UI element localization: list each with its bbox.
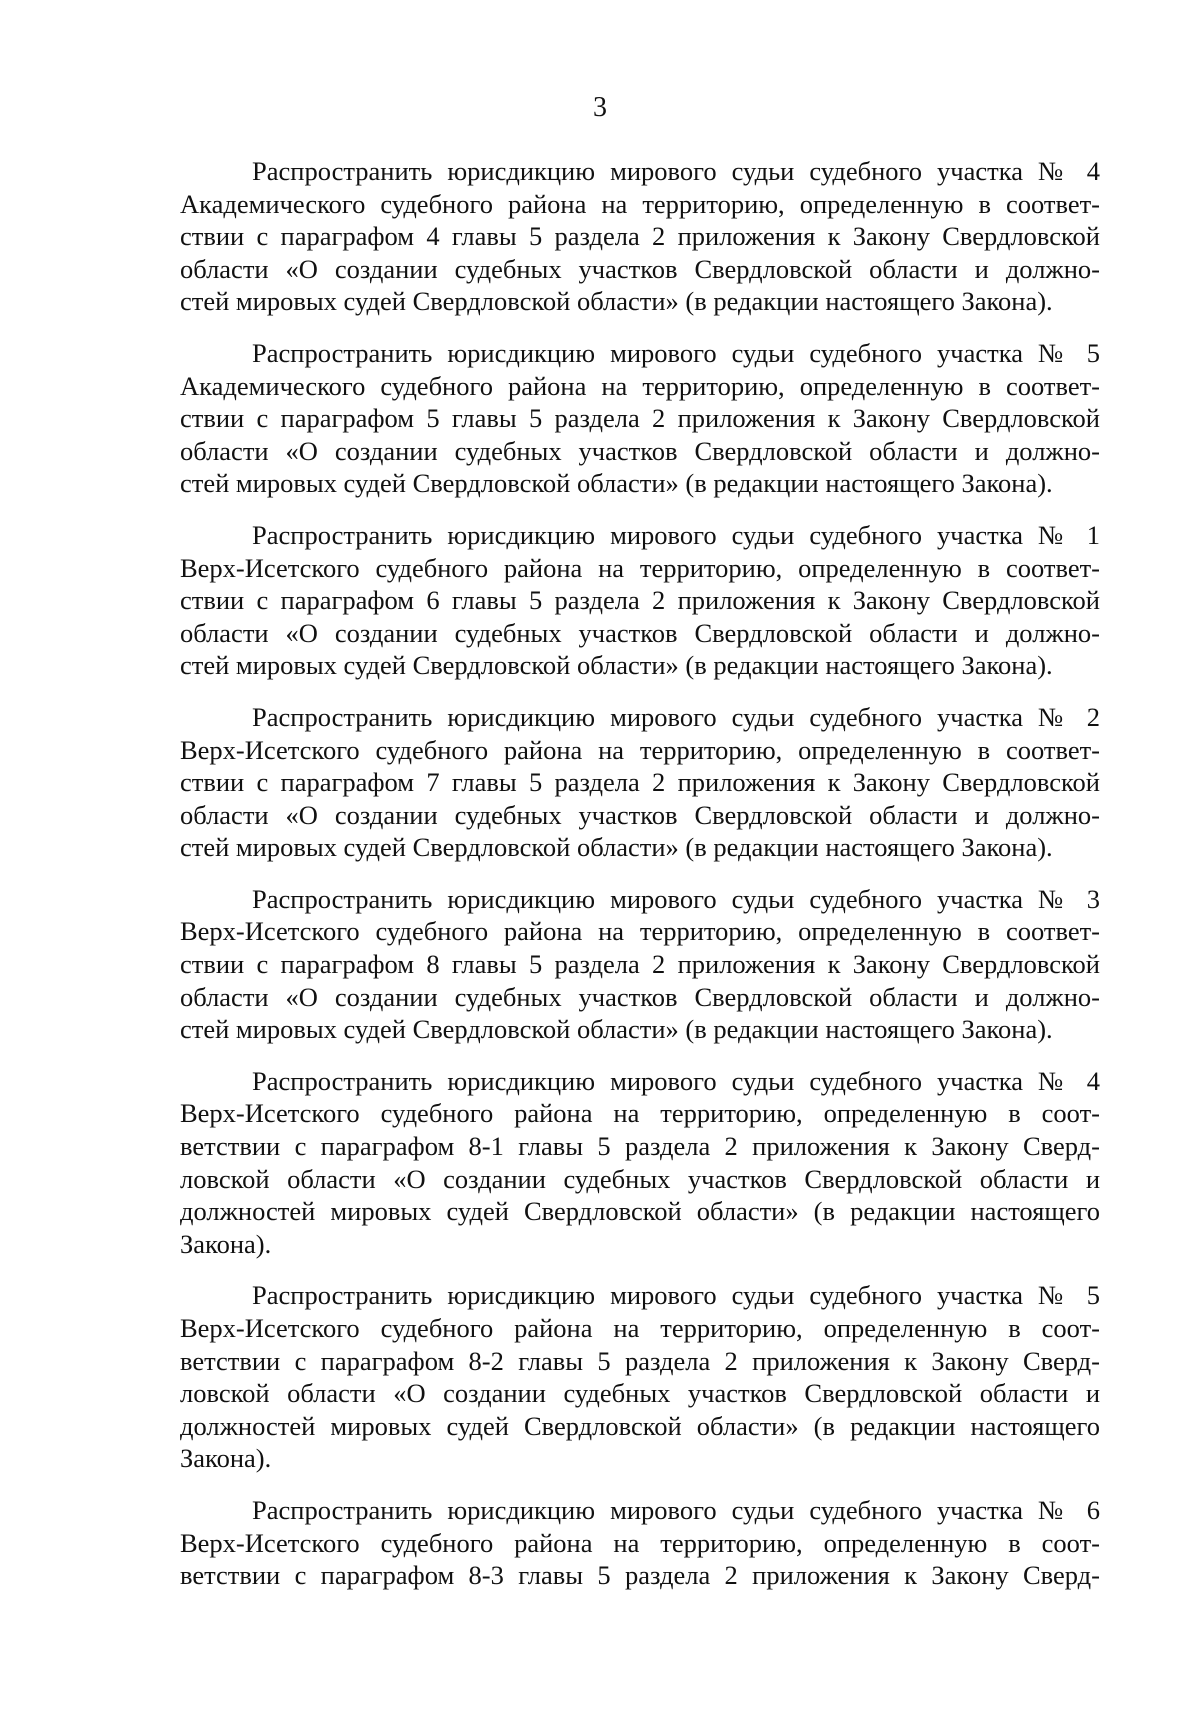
paragraph-line: Распространить юрисдикцию мирового судьи судебного участка № 4 (252, 156, 1100, 186)
paragraph-line: области «О создании судебных участков Свердловской области и должно- (180, 981, 1100, 1012)
paragraph-line: ствии с параграфом 6 главы 5 раздела 2 приложения к Закону Свердловской (180, 585, 1100, 616)
paragraph-line: ветствии с параграфом 8-2 главы 5 раздела 2 приложения к Закону Сверд- (180, 1345, 1100, 1376)
paragraph-3 (180, 519, 1100, 682)
paragraph-7 (180, 1279, 1100, 1475)
paragraph-line: Распространить юрисдикцию мирового судьи судебного участка № 5 (252, 1280, 1100, 1311)
document-body (180, 155, 1100, 1611)
paragraph-line: стей мировых судей Свердловской области» (в редакции настоящего Закона). (180, 650, 1053, 681)
paragraph-line: должностей мировых судей Свердловской области» (в редакции настоящего (180, 1410, 1100, 1441)
paragraph-1 (180, 155, 1100, 318)
paragraph-line: Академического судебного района на территорию, определенную в соответ- (180, 188, 1100, 219)
paragraph-line: области «О создании судебных участков Свердловской области и должно- (180, 253, 1100, 284)
paragraph-8 (180, 1494, 1100, 1592)
paragraph-line: области «О создании судебных участков Свердловской области и должно- (180, 799, 1100, 830)
paragraph-line: ветствии с параграфом 8-3 главы 5 раздела 2 приложения к Закону Сверд- (180, 1560, 1100, 1591)
paragraph-6 (180, 1065, 1100, 1261)
paragraph-line: ствии с параграфом 8 главы 5 раздела 2 приложения к Закону Свердловской (180, 949, 1100, 980)
paragraph-line: Распространить юрисдикцию мирового судьи судебного участка № 2 (252, 701, 1100, 732)
paragraph-line: стей мировых судей Свердловской области» (в редакции настоящего Закона). (180, 1014, 1053, 1045)
paragraph-line: Распространить юрисдикцию мирового судьи судебного участка № 1 (252, 519, 1100, 550)
paragraph-line: Закона). (180, 1443, 272, 1474)
paragraph-line: Верх-Исетского судебного района на территорию, определенную в соот- (180, 1313, 1100, 1343)
paragraph-line: области «О создании судебных участков Свердловской области и должно- (180, 617, 1100, 648)
paragraph-line: Верх-Исетского судебного района на территорию, определенную в соответ- (180, 916, 1100, 947)
paragraph-line: Распространить юрисдикцию мирового судьи судебного участка № 4 (252, 1065, 1100, 1096)
paragraph-2 (180, 337, 1100, 500)
paragraph-line: ловской области «О создании судебных участков Свердловской области и (180, 1378, 1100, 1409)
paragraph-line: стей мировых судей Свердловской области» (в редакции настоящего Закона). (180, 832, 1053, 863)
paragraph-line: Верх-Исетского судебного района на территорию, определенную в соот- (180, 1527, 1100, 1558)
paragraph-line: ствии с параграфом 7 главы 5 раздела 2 приложения к Закону Свердловской (180, 767, 1100, 798)
paragraph-line: Верх-Исетского судебного района на территорию, определенную в соответ- (180, 552, 1100, 583)
paragraph-line: стей мировых судей Свердловской области» (в редакции настоящего Закона). (180, 286, 1053, 317)
page-number: 3 (593, 92, 607, 123)
paragraph-line: области «О создании судебных участков Свердловской области и должно- (180, 435, 1100, 466)
paragraph-line: Верх-Исетского судебного района на территорию, определенную в соот- (180, 1098, 1100, 1129)
paragraph-4 (180, 701, 1100, 864)
paragraph-line: Распространить юрисдикцию мирового судьи судебного участка № 6 (252, 1494, 1100, 1525)
paragraph-line: Распространить юрисдикцию мирового судьи судебного участка № 3 (252, 883, 1100, 914)
paragraph-line: должностей мировых судей Свердловской области» (в редакции настоящего (180, 1196, 1100, 1227)
paragraph-line: Академического судебного района на территорию, определенную в соответ- (180, 370, 1100, 401)
paragraph-line: Распространить юрисдикцию мирового судьи судебного участка № 5 (252, 337, 1100, 368)
paragraph-line: ветствии с параграфом 8-1 главы 5 раздела 2 приложения к Закону Сверд- (180, 1131, 1100, 1162)
paragraph-line: Верх-Исетского судебного района на территорию, определенную в соответ- (180, 734, 1100, 765)
paragraph-line: ствии с параграфом 4 главы 5 раздела 2 приложения к Закону Свердловской (180, 221, 1100, 252)
paragraph-line: стей мировых судей Свердловской области» (в редакции настоящего Закона). (180, 468, 1053, 499)
paragraph-line: Закона). (180, 1228, 272, 1259)
paragraph-line: ловской области «О создании судебных участков Свердловской области и (180, 1163, 1100, 1194)
paragraph-line: ствии с параграфом 5 главы 5 раздела 2 приложения к Закону Свердловской (180, 403, 1100, 434)
paragraph-5 (180, 883, 1100, 1046)
